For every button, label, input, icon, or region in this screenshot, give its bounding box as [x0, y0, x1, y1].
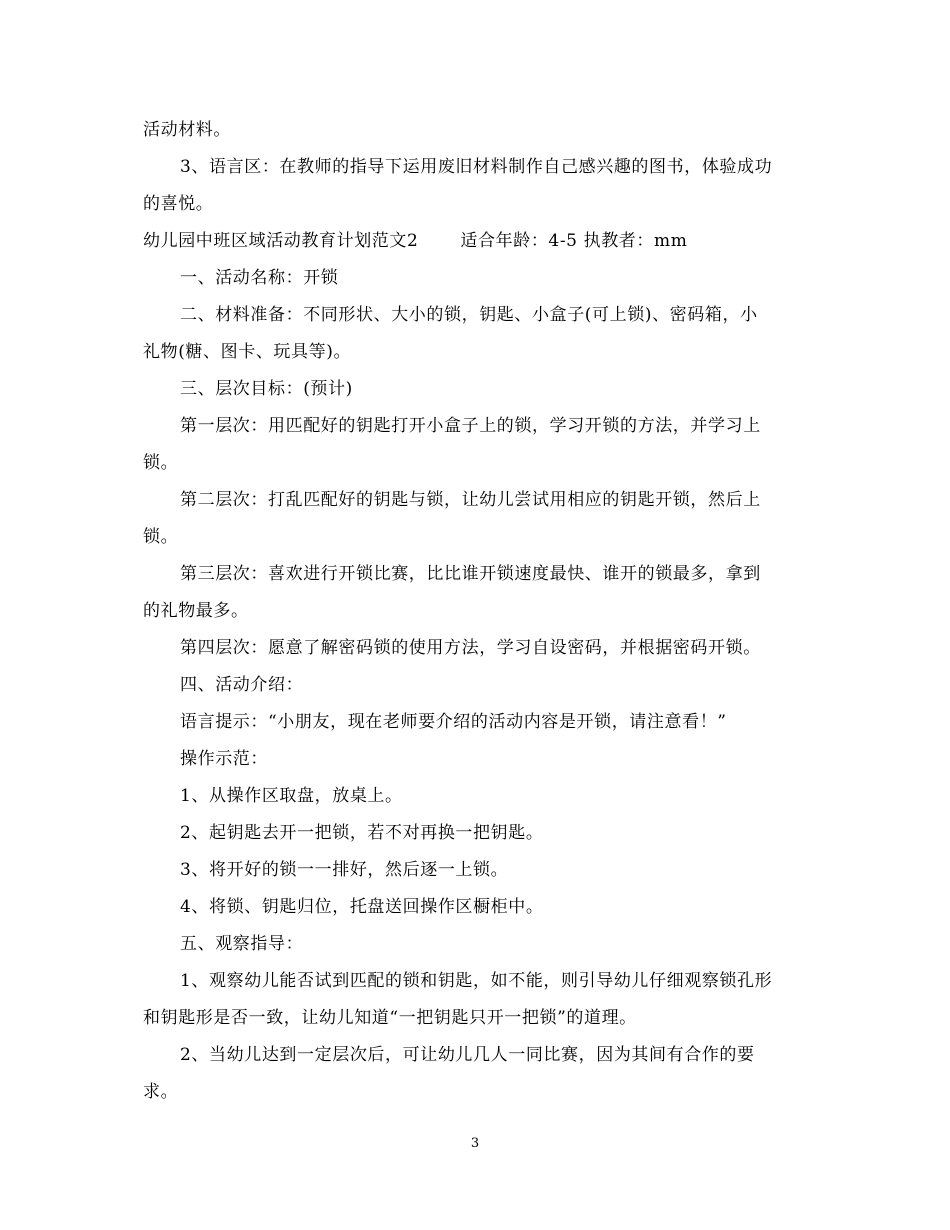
- text-line: 二、材料准备：不同形状、大小的锁，钥匙、小盒子(可上锁)、密码箱，小: [180, 305, 758, 325]
- text-line: 四、活动介绍：: [180, 675, 304, 695]
- text-line: 4、将锁、钥匙归位，托盘送回操作区橱柜中。: [180, 897, 544, 917]
- section-title-line: [143, 223, 813, 260]
- text-line: 1、从操作区取盘，放桌上。: [180, 786, 403, 806]
- text-line: 三、层次目标：(预计): [180, 379, 353, 399]
- text-line: 礼物(糖、图卡、玩具等)。: [143, 342, 352, 362]
- text-line: 锁。: [143, 453, 179, 473]
- text-line: 语言提示：“小朋友，现在老师要介绍的活动内容是开锁，请注意看！”: [180, 712, 727, 732]
- text-line: 求。: [143, 1082, 179, 1102]
- document-body: [143, 112, 813, 1111]
- text-line: 和钥匙形是否一致，让幼儿知道“一把钥匙只开一把锁”的道理。: [143, 1008, 637, 1028]
- text-line: 锁。: [143, 527, 179, 547]
- text-line: 活动材料。: [143, 120, 231, 140]
- page-number: 3: [470, 1136, 480, 1151]
- text-line: 的喜悦。: [143, 194, 214, 214]
- age-and-teacher-info: 适合年龄：4-5 执教者：mm: [460, 231, 688, 251]
- text-line: 第四层次：愿意了解密码锁的使用方法，学习自设密码，并根据密码开锁。: [180, 638, 761, 658]
- text-line: 3、语言区：在教师的指导下运用废旧材料制作自己感兴趣的图书，体验成功: [180, 157, 773, 177]
- text-line: 2、起钥匙去开一把锁，若不对再换一把钥匙。: [180, 823, 544, 843]
- text-line: 第一层次：用匹配好的钥匙打开小盒子上的锁，学习开锁的方法，并学习上: [180, 416, 761, 436]
- text-line: 的礼物最多。: [143, 601, 249, 621]
- text-line: 第二层次：打乱匹配好的钥匙与锁，让幼儿尝试用相应的钥匙开锁，然后上: [180, 490, 761, 510]
- text-line: 第三层次：喜欢进行开锁比赛，比比谁开锁速度最快、谁开的锁最多，拿到: [180, 564, 761, 584]
- text-line: 3、将开好的锁一一排好，然后逐一上锁。: [180, 860, 509, 880]
- section-title: 幼儿园中班区域活动教育计划范文2: [143, 231, 419, 251]
- text-line: 1、观察幼儿能否试到匹配的锁和钥匙，如不能，则引导幼儿仔细观察锁孔形: [180, 971, 773, 991]
- text-line: 一、活动名称：开锁: [180, 268, 339, 288]
- text-line: 2、当幼儿达到一定层次后，可让幼儿几人一同比赛，因为其间有合作的要: [180, 1045, 755, 1065]
- text-line: 五、观察指导：: [180, 934, 304, 954]
- text-line: 操作示范：: [180, 749, 268, 769]
